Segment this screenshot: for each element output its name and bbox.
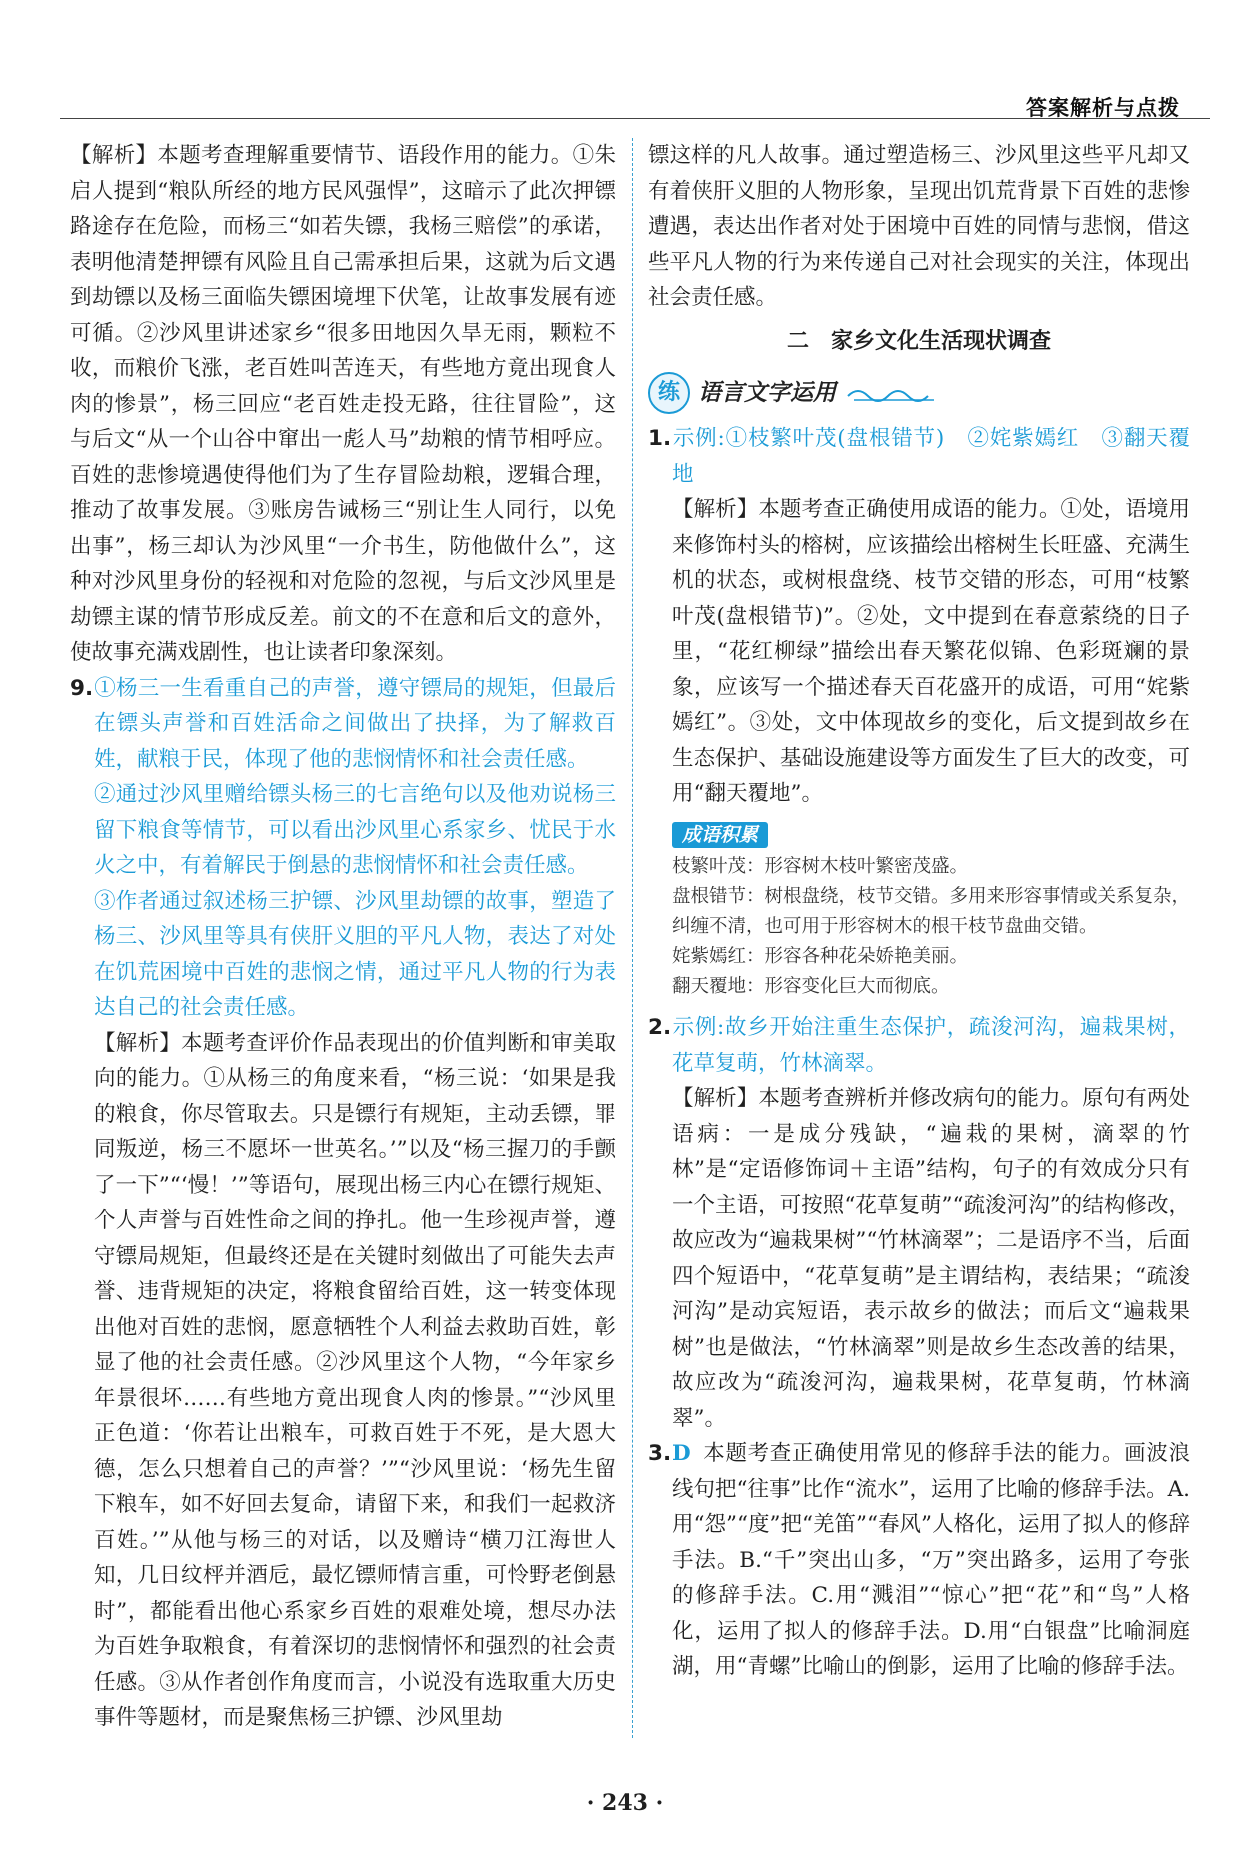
practice-banner bbox=[648, 369, 1190, 417]
q2-analysis: 【解析】本题考查辨析并修改病句的能力。原句有两处语病：一是成分残缺，“遍栽的果树，滴翠的竹林”是“定语修饰词＋主语”结构，句子的有效成分只有一个主语，可按照“花草复萌”“疏浚河沟”的结构修改，故应改为“遍栽果树”“竹林滴翠”；二是语序不当，后面四个短语中，“花草复萌”是主谓结构，表结果；“疏浚河沟”是动宾短语，表示故乡的做法；而后文“遍栽果树”也是做法，“竹林滴翠”则是故乡生态改善的结果，故应改为“疏浚河沟，遍栽果树，花草复萌，竹林滴翠”。 bbox=[672, 1086, 1190, 1431]
chengyu-item: 枝繁叶茂：形容树木枝叶繁密茂盛。 bbox=[672, 856, 969, 877]
q9-answer-1-text: ①杨三一生看重自己的声誉，遵守镖局的规矩，但最后在镖头声誉和百姓活命之间做出了抉择，为了解救百姓，献粮于民，体现了他的悲悯情怀和社会责任感。 bbox=[94, 675, 616, 772]
q3-answer-letter: D bbox=[672, 1441, 691, 1466]
q9-answer-3: ③作者通过叙述杨三护镖、沙风里劫镖的故事，塑造了杨三、沙风里等具有侠肝义胆的平凡人物，表达了对处在饥荒困境中百姓的悲悯之情，通过平凡人物的行为表达自己的社会责任感。 bbox=[94, 888, 616, 1020]
q1-answer bbox=[648, 421, 1190, 492]
q2-number: 2. bbox=[648, 1015, 672, 1040]
header-rule bbox=[60, 118, 1210, 119]
chengyu-box bbox=[648, 812, 1190, 853]
q3-analysis: 本题考查正确使用常见的修辞手法的能力。画波浪线句把“往事”比作“流水”，运用了比喻的修辞手法。A.用“怨”“度”把“羌笛”“春风”人格化，运用了拟人的修辞手法。B.“千”突出山多，“万”突出路多，运用了夸张的修辞手法。C.用“溅泪”“惊心”把“花”和“鸟”人格化，运用了拟人的修辞手法。D.用“白银盘”比喻洞庭湖，用“青螺”比喻山的倒影，运用了比喻的修辞手法。 bbox=[672, 1441, 1190, 1679]
q9-number: 9. bbox=[70, 675, 94, 701]
q1-answer-text: 示例:①枝繁叶茂(盘根错节) ②姹紫嫣红 ③翻天覆地 bbox=[672, 426, 1190, 487]
q1-number: 1. bbox=[648, 426, 672, 451]
left-column bbox=[70, 138, 616, 1736]
page-number: · 243 · bbox=[586, 1790, 664, 1816]
q2-answer-text: 示例:故乡开始注重生态保护，疏浚河沟，遍栽果树，花草复萌，竹林滴翠。 bbox=[672, 1015, 1190, 1076]
q9-analysis: 【解析】本题考查评价作品表现出的价值判断和审美取向的能力。①从杨三的角度来看，“杨三说：‘如果是我的粮食，你尽管取去。只是镖行有规矩，主动丢镖，罪同叛逆，杨三不愿坏一世英名。’”以及“杨三握刀的手颤了一下”“‘慢！’”等语句，展现出杨三内心在镖行规矩、个人声誉与百姓性命之间的挣扎。他一生珍视声誉，遵守镖局规矩，但最终还是在关键时刻做出了可能失去声誉、违背规矩的决定，将粮食留给百姓，这一转变体现出他对百姓的悲悯，愿意牺牲个人利益去救助百姓，彰显了他的社会责任感。②沙风里这个人物，“今年家乡年景很坏……有些地方竟出现食人肉的惨景。”“沙风里正色道：‘你若让出粮车，可救百姓于不死，是大恩大德，怎么只想着自己的声誉？’”“沙风里说：‘杨先生留下粮车，如不好回去复命，请留下来，和我们一起救济百姓。’”从他与杨三的对话，以及赠诗“横刀江海世人知，几日纹枰并酒卮，最忆镖师情言重，可怜野老倒悬时”，都能看出他心系家乡百姓的艰难处境，想尽办法为百姓争取粮食，有着深切的悲悯情怀和强烈的社会责任感。③从作者创作角度而言，小说没有选取重大历史事件等题材，而是聚焦杨三护镖、沙风里劫 bbox=[94, 1030, 616, 1730]
chengyu-item: 盘根错节：树根盘绕，枝节交错。多用来形容事情或关系复杂，纠缠不清，也可用于形容树木的根干枝节盘曲交错。 bbox=[672, 886, 1191, 937]
banner-title: 语言文字运用 bbox=[698, 379, 836, 407]
wave-decoration-icon bbox=[846, 384, 936, 402]
chengyu-item: 翻天覆地：形容变化巨大而彻底。 bbox=[672, 976, 950, 997]
header-title: 答案解析与点拨 bbox=[1026, 96, 1180, 120]
chengyu-tag: 成语积累 bbox=[672, 822, 768, 848]
chengyu-item: 姹紫嫣红：形容各种花朵娇艳美丽。 bbox=[672, 946, 969, 967]
practice-icon: 练 bbox=[648, 372, 690, 414]
q1-analysis: 【解析】本题考查正确使用成语的能力。①处，语境用来修饰村头的榕树，应该描绘出榕树生长旺盛、充满生机的状态，或树根盘绕、枝节交错的形态，可用“枝繁叶茂(盘根错节)”。②处，文中提到在春意萦绕的日子里，“花红柳绿”描绘出春天繁花似锦、色彩斑斓的景象，应该写一个描述春天百花盛开的成语，可用“姹紫嫣红”。③处，文中体现故乡的变化，后文提到故乡在生态保护、基础设施建设等方面发生了巨大的改变，可用“翻天覆地”。 bbox=[672, 497, 1190, 806]
q9-answer-2: ②通过沙风里赠给镖头杨三的七言绝句以及他劝说杨三留下粮食等情节，可以看出沙风里心系家乡、忧民于水火之中，有着解民于倒悬的悲悯情怀和社会责任感。 bbox=[94, 782, 616, 878]
right-column bbox=[648, 138, 1190, 1685]
column-divider bbox=[632, 138, 633, 1738]
q9-analysis-continued: 镖这样的凡人故事。通过塑造杨三、沙风里这些平凡却又有着侠肝义胆的人物形象，呈现出饥荒背景下百姓的悲惨遭遇，表达出作者对处于困境中百姓的同情与悲悯，借这些平凡人物的行为来传递自己对社会现实的关注，体现出社会责任感。 bbox=[648, 143, 1190, 310]
q2-answer bbox=[648, 1010, 1190, 1081]
section-title: 二 家乡文化生活现状调查 bbox=[786, 328, 1051, 354]
q9-answer-1 bbox=[70, 671, 616, 778]
q8-analysis: 【解析】本题考查理解重要情节、语段作用的能力。①朱启人提到“粮队所经的地方民风强悍”，这暗示了此次押镖路途存在危险，而杨三“如若失镖，我杨三赔偿”的承诺，表明他清楚押镖有风险且自己需承担后果，这就为后文遇到劫镖以及杨三面临失镖困境埋下伏笔，让故事发展有迹可循。②沙风里讲述家乡“很多田地因久旱无雨，颗粒不收，而粮价飞涨，老百姓叫苦连天，有些地方竟出现食人肉的惨景”，杨三回应“老百姓走投无路，往往冒险”，这与后文“从一个山谷中窜出一彪人马”劫粮的情节相呼应。百姓的悲惨境遇使得他们为了生存冒险劫粮，逻辑合理，推动了故事发展。③账房告诫杨三“别让生人同行，以免出事”，杨三却认为沙风里“一介书生，防他做什么”，这种对沙风里身份的轻视和对危险的忽视，与后文沙风里是劫镖主谋的情节形成反差。前文的不在意和后文的意外，使故事充满戏剧性，也让读者印象深刻。 bbox=[70, 143, 616, 665]
q3-number: 3. bbox=[648, 1441, 672, 1466]
q3-answer bbox=[648, 1436, 1190, 1685]
